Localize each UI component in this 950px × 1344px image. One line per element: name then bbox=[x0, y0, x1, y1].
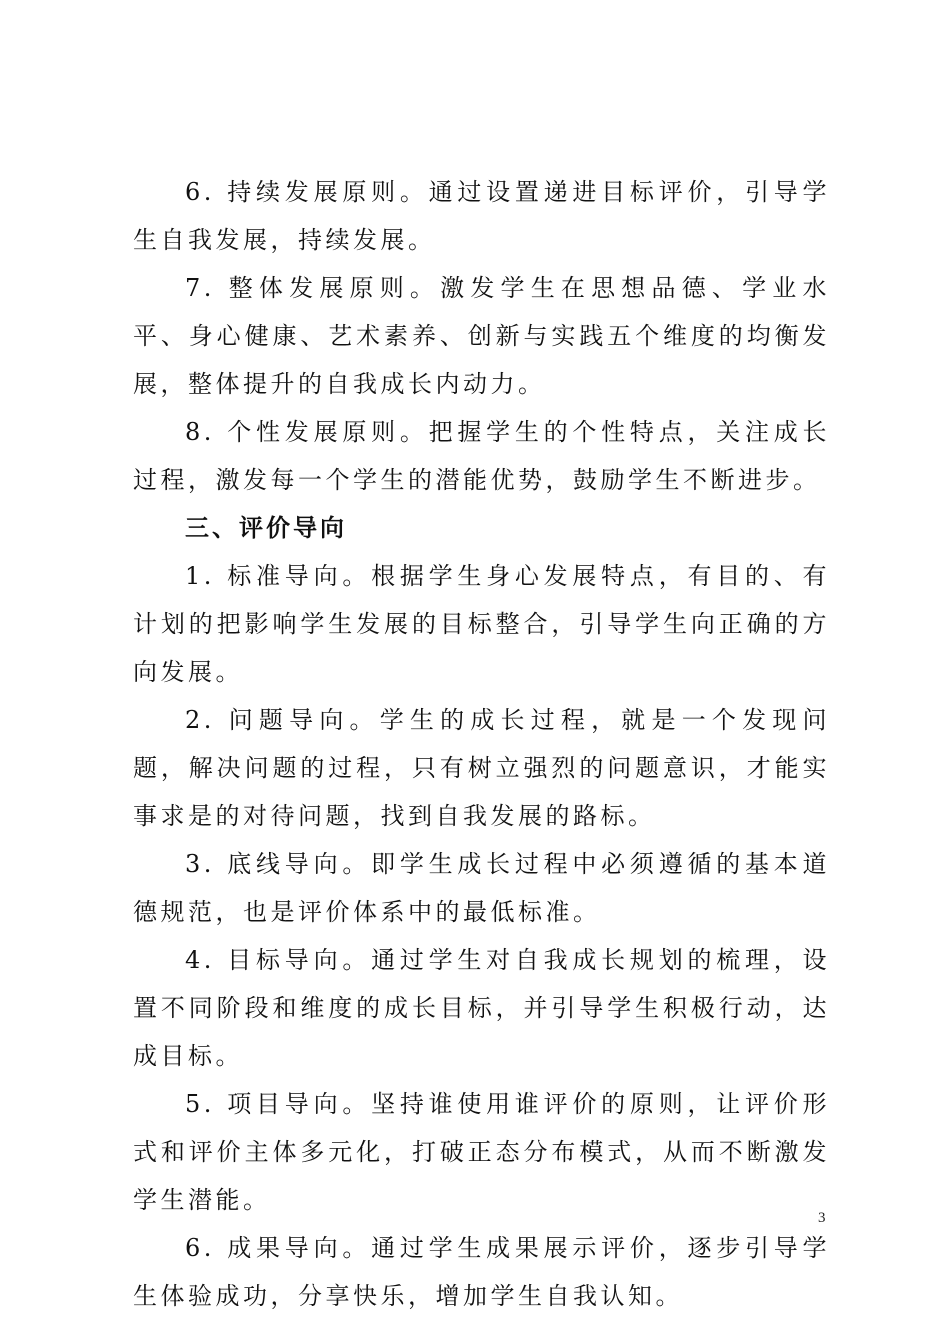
paragraph-principle-7: 7. 整体发展原则。激发学生在思想品德、学业水平、身心健康、艺术素养、创新与实践五个维度的均衡发展，整体提升的自我成长内动力。 bbox=[133, 274, 830, 398]
paragraph-orientation-4: 4. 目标导向。通过学生对自我成长规划的梳理，设置不同阶段和维度的成长目标，并引导学生积极行动，达成目标。 bbox=[133, 946, 830, 1070]
paragraph-orientation-2: 2. 问题导向。学生的成长过程，就是一个发现问题，解决问题的过程，只有树立强烈的问题意识，才能实事求是的对待问题，找到自我发展的路标。 bbox=[133, 706, 830, 830]
page-number: 3 bbox=[818, 1210, 826, 1226]
paragraph-orientation-3: 3. 底线导向。即学生成长过程中必须遵循的基本道德规范，也是评价体系中的最低标准。 bbox=[133, 850, 830, 926]
paragraph-orientation-5: 5. 项目导向。坚持谁使用谁评价的原则，让评价形式和评价主体多元化，打破正态分布模式，从而不断激发学生潜能。 bbox=[133, 1090, 830, 1214]
section-heading-evaluation-orientation: 三、评价导向 bbox=[185, 514, 347, 542]
paragraph-principle-8: 8. 个性发展原则。把握学生的个性特点，关注成长过程，激发每一个学生的潜能优势，鼓励学生不断进步。 bbox=[133, 418, 830, 494]
paragraph-principle-6: 6. 持续发展原则。通过设置递进目标评价，引导学生自我发展，持续发展。 bbox=[133, 178, 830, 254]
paragraph-orientation-6: 6. 成果导向。通过学生成果展示评价，逐步引导学生体验成功，分享快乐，增加学生自我认知。 bbox=[133, 1234, 830, 1310]
document-body bbox=[133, 168, 830, 1320]
paragraph-orientation-1: 1. 标准导向。根据学生身心发展特点，有目的、有计划的把影响学生发展的目标整合，引导学生向正确的方向发展。 bbox=[133, 562, 830, 686]
